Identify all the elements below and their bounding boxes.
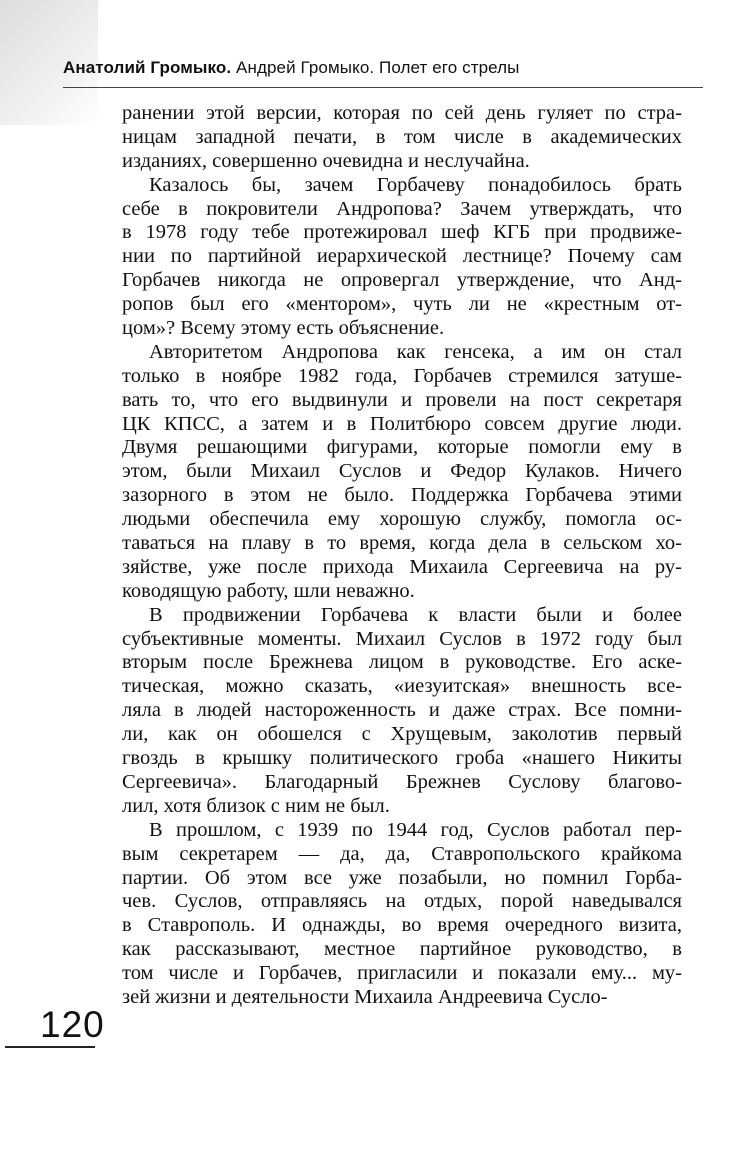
text-line: в Ставрополь. И однажды, во время очередного визита, (122, 914, 682, 937)
text-line: зяйстве, уже после прихода Михаила Сергеевича на ру- (122, 555, 682, 578)
text-line: лил, хотя близок с ним не был. (122, 794, 390, 817)
text-line: Двумя решающими фигурами, которые помогли ему в (122, 436, 682, 459)
text-line: тическая, можно сказать, «иезуитская» внешность все- (122, 675, 682, 698)
text-line: цом»? Всему этому есть объяснение. (122, 317, 445, 340)
header-book-title: Андрей Громыко. Полет его стрелы (236, 58, 520, 77)
text-line: ЦК КПСС, а затем и в Политбюро совсем другие люди. (122, 412, 682, 435)
text-line: вторым после Брежнева лицом в руководстве. Его аске- (122, 651, 682, 674)
text-line: вать то, что его выдвинули и провели на пост секретаря (122, 388, 682, 411)
text-line: таваться на плаву в то время, когда дела в сельском хо- (122, 532, 682, 555)
text-line: партии. Об этом все уже позабыли, но помнил Горба- (122, 866, 682, 889)
text-line: зазорного в этом не было. Поддержка Горбачева этими (122, 484, 682, 507)
text-line: ли, как он обошелся с Хрущевым, заколотив первый (122, 723, 682, 746)
page-number: 120 (40, 1004, 105, 1045)
text-line: как рассказывают, местное партийное руководство, в (122, 938, 682, 961)
text-line: чев. Суслов, отправляясь на отдых, порой наведывался (122, 890, 682, 913)
text-line: В прошлом, с 1939 по 1944 год, Суслов работал пер- (149, 818, 682, 841)
paragraph (122, 174, 682, 341)
running-header (63, 58, 519, 78)
header-rule (63, 87, 703, 88)
text-line: нии по партийной иерархической лестнице? Почему сам (122, 245, 682, 268)
text-line: себе в покровители Андропова? Зачем утверждать, что (122, 197, 682, 220)
text-line: Казалось бы, зачем Горбачеву понадобилось брать (149, 173, 682, 196)
paragraph (122, 819, 682, 1010)
text-line: Горбачев никогда не опровергал утверждение, что Анд- (122, 269, 682, 292)
text-line: том числе и Горбачев, пригласили и показали ему... му- (122, 962, 682, 985)
text-line: Сергеевича». Благодарный Брежнев Суслову благово- (122, 770, 682, 793)
text-line: ропов был его «ментором», чуть ли не «крестным от- (122, 293, 682, 316)
text-line: В продвижении Горбачева к власти были и более (149, 603, 682, 626)
paragraph (122, 604, 682, 819)
text-line: ляла в людей настороженность и даже страх. Все помни- (122, 699, 682, 722)
text-line: людьми обеспечила ему хорошую службу, помогла ос- (122, 508, 682, 531)
text-line: Авторитетом Андропова как генсека, а им он стал (149, 340, 682, 363)
text-line: изданиях, совершенно очевидна и неслучайна. (122, 149, 530, 172)
text-line: зей жизни и деятельности Михаила Андреевича Сусло- (122, 985, 608, 1008)
page-number-rule (5, 1046, 95, 1048)
paragraph (122, 341, 682, 604)
header-author: Анатолий Громыко. (63, 58, 232, 77)
text-line: этом, были Михаил Суслов и Федор Кулаков. Ничего (122, 460, 682, 483)
paragraph (122, 102, 682, 174)
text-line: в 1978 году тебе протежировал шеф КГБ при продвиже- (122, 221, 682, 244)
text-line: ководящую работу, шли неважно. (122, 579, 415, 602)
text-line: субъективные моменты. Михаил Суслов в 1972 году был (122, 627, 682, 650)
body-text (122, 102, 682, 1010)
text-line: только в ноябре 1982 года, Горбачев стремился затуше- (122, 364, 682, 387)
text-line: ранении этой версии, которая по сей день гуляет по стра- (122, 102, 682, 124)
text-line: ницам западной печати, в том числе в академических (122, 125, 682, 148)
text-line: вым секретарем — да, да, Ставропольского крайкома (122, 842, 682, 865)
text-line: гвоздь в крышку политического гроба «нашего Никиты (122, 747, 682, 770)
